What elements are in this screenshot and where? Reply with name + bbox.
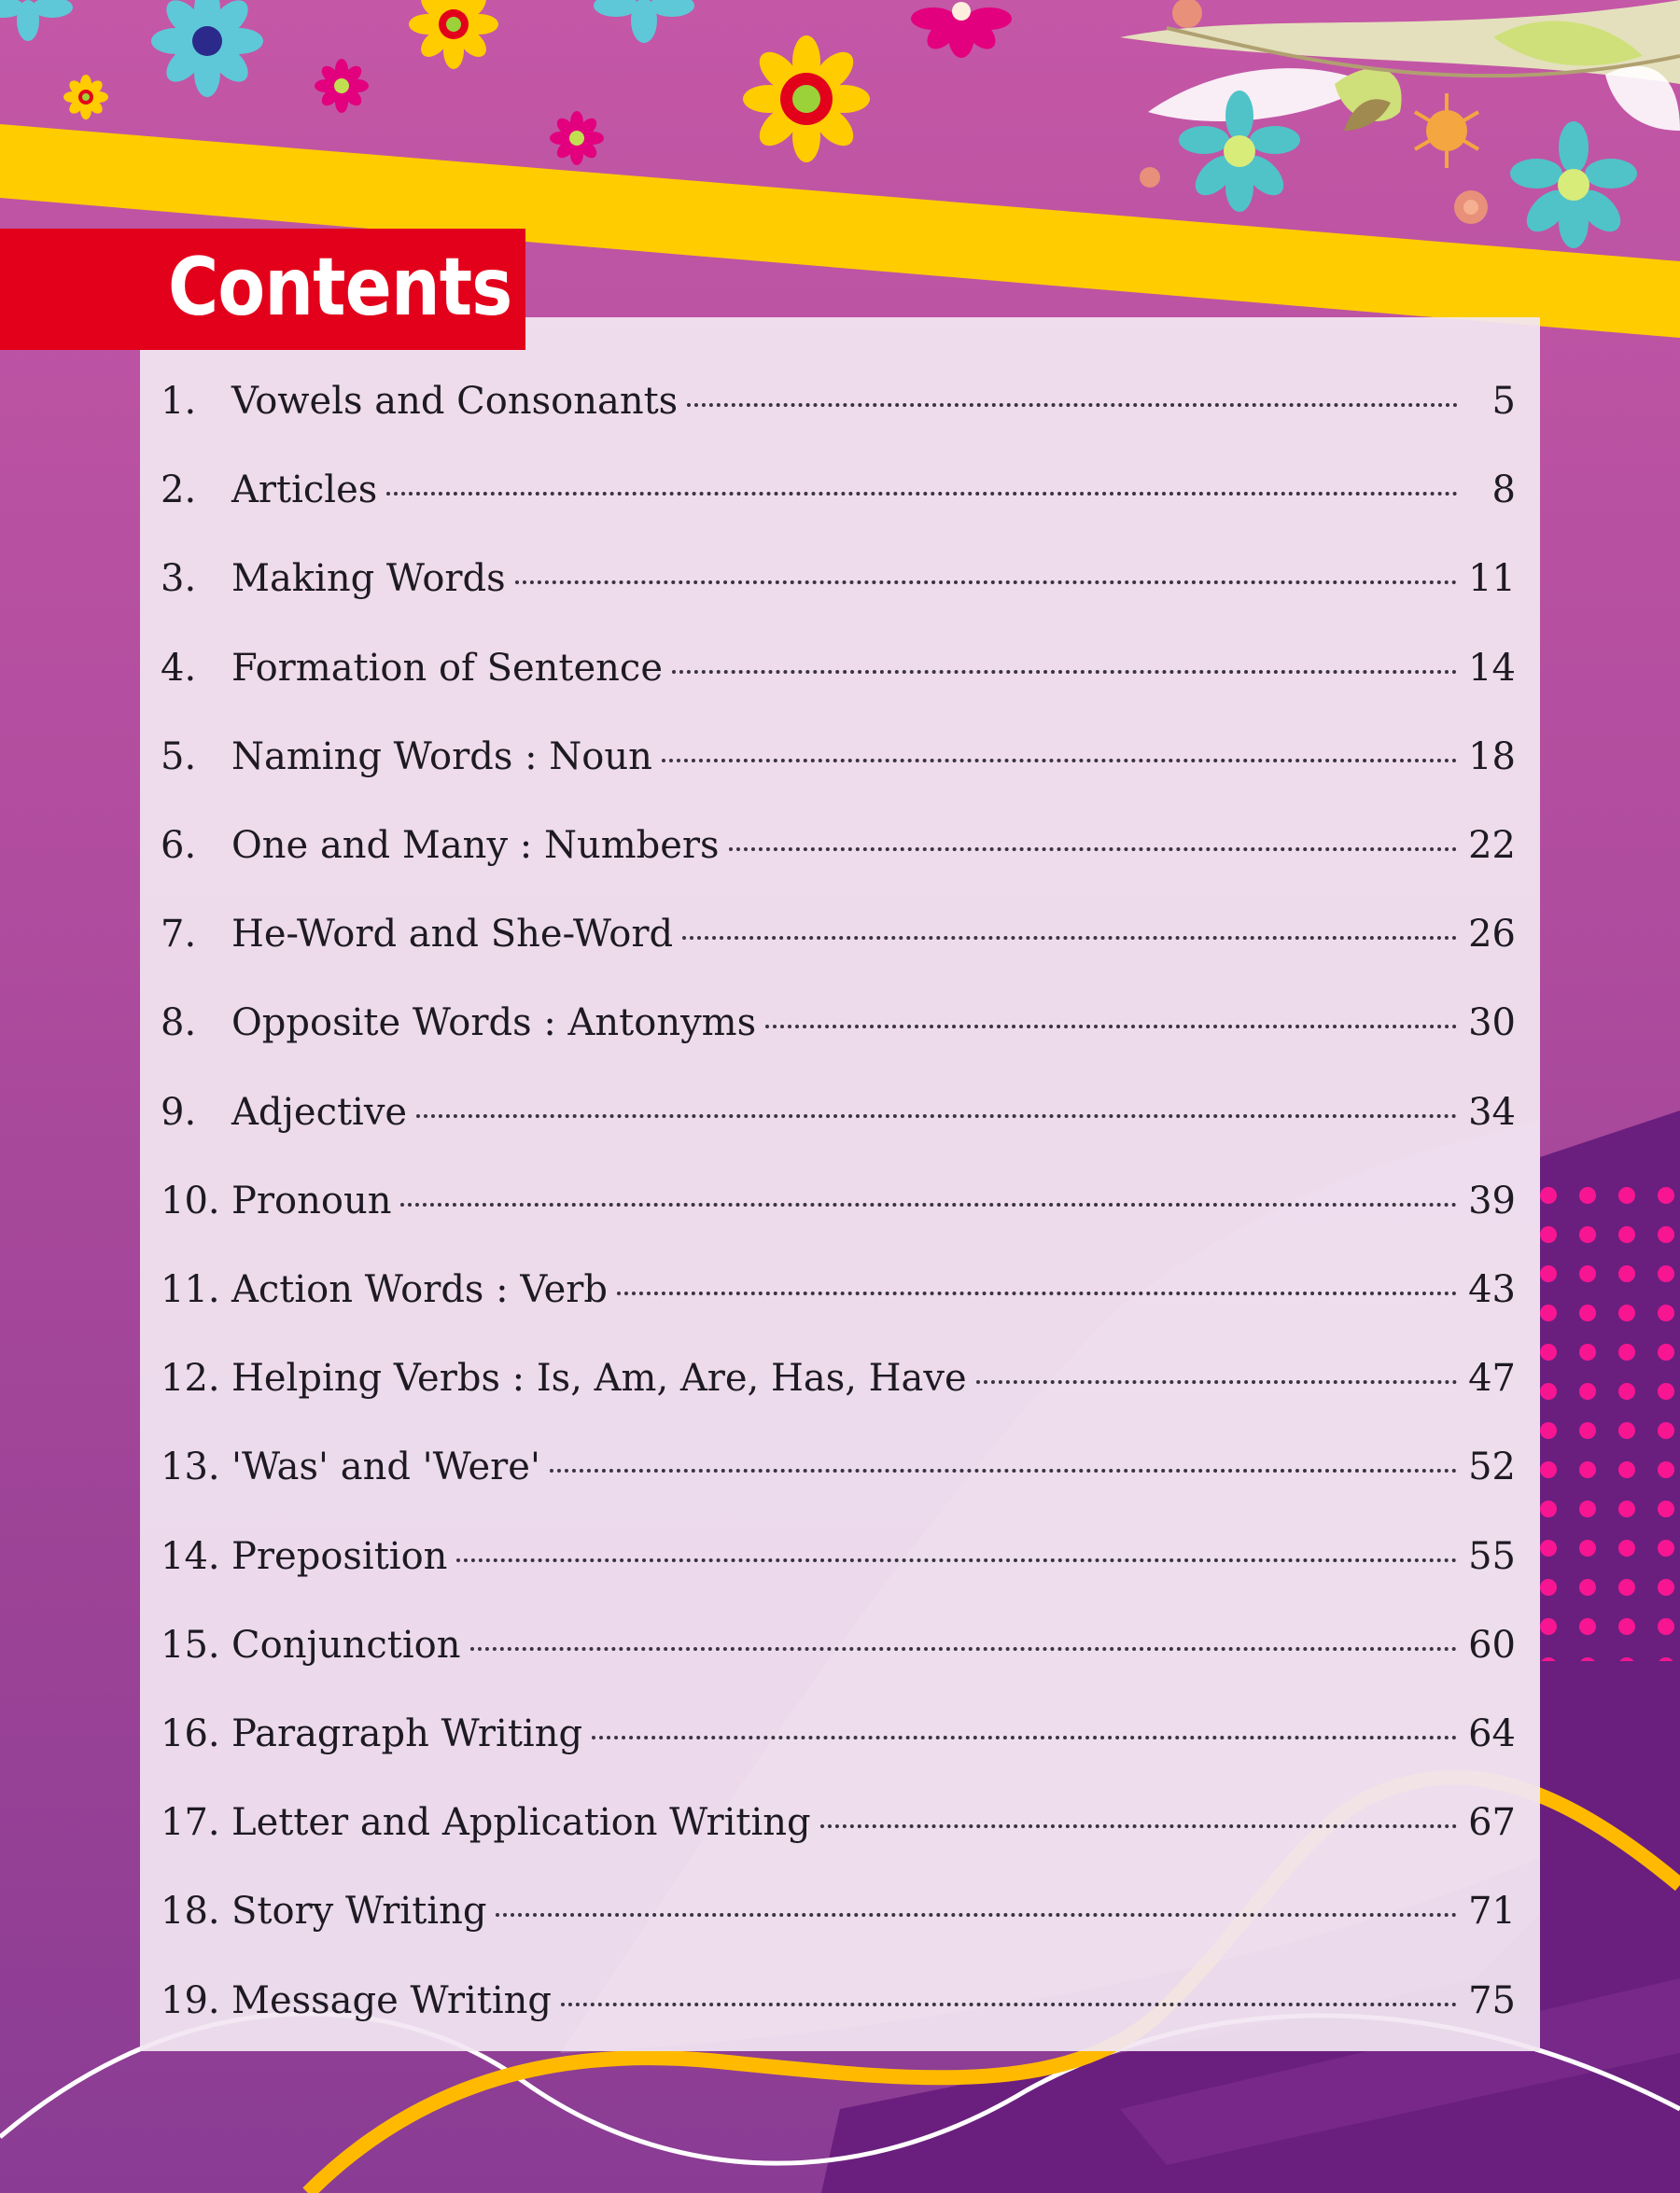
toc-number: 15. [161,1623,220,1667]
toc-number: 13. [161,1446,220,1489]
toc-page-number: 34 [1468,1090,1516,1134]
toc-page-number: 11 [1468,557,1516,601]
toc-row [161,1524,1516,1589]
toc-number: 10. [161,1179,220,1222]
toc-number: 4. [161,646,197,690]
flower-icon [0,0,73,41]
toc-title: Naming Words : Noun [231,734,652,778]
flower-icon [151,0,263,97]
toc-title: Paragraph Writing [231,1712,583,1755]
flower-icon [409,0,498,69]
toc-page-number: 71 [1468,1890,1516,1934]
toc-number: 16. [161,1712,220,1755]
toc-title: 'Was' and 'Were' [231,1446,540,1489]
toc-title: Pronoun [231,1179,392,1222]
toc-title: Story Writing [231,1890,487,1934]
toc-leader-dots [617,1292,1457,1295]
flower-icon [594,0,694,43]
toc-page-number: 5 [1491,380,1516,423]
toc-page-number: 55 [1468,1534,1516,1578]
toc-leader-dots [561,2003,1457,2006]
toc-page-number: 30 [1468,1001,1516,1045]
toc-title: Helping Verbs : Is, Am, Are, Has, Have [231,1357,967,1401]
toc-number: 11. [161,1268,220,1311]
toc-leader-dots [400,1203,1457,1207]
toc-number: 5. [161,734,197,778]
toc-title: Adjective [231,1090,408,1134]
toc-number: 12. [161,1357,220,1401]
toc-leader-dots [550,1469,1457,1473]
toc-row [161,636,1516,701]
toc-leader-dots [729,847,1458,851]
flower-icon [743,35,870,162]
toc-page-number: 43 [1468,1268,1516,1311]
toc-title: Opposite Words : Antonyms [231,1001,757,1045]
toc-number: 6. [161,824,197,867]
toc-title: He-Word and She-Word [231,913,674,957]
toc-number: 14. [161,1534,220,1578]
toc-page-number: 22 [1468,824,1516,867]
toc-page-number: 60 [1468,1623,1516,1667]
toc-leader-dots [672,670,1457,674]
toc-row [161,990,1516,1055]
toc-title: One and Many : Numbers [231,824,720,867]
toc-row [161,1168,1516,1234]
toc-number: 17. [161,1801,220,1845]
toc-title: Preposition [231,1534,448,1578]
toc-row [161,1701,1516,1767]
toc-page-number: 8 [1491,468,1516,512]
toc-row [161,1257,1516,1322]
toc-leader-dots [456,1558,1457,1562]
toc-title: Vowels and Consonants [231,380,679,423]
toc-row [161,1346,1516,1411]
toc-page-number: 75 [1468,1978,1516,2022]
flower-icon [315,59,369,113]
toc-row [161,901,1516,967]
flower-icon [550,111,604,165]
toc-title: Conjunction [231,1623,461,1667]
toc-row [161,546,1516,611]
leaf-icon [1120,0,1680,131]
toc-leader-dots [820,1824,1457,1828]
toc-row [161,369,1516,434]
toc-leader-dots [662,759,1457,762]
toc-number: 2. [161,468,197,512]
toc-row [161,1879,1516,1944]
toc-row [161,1080,1516,1145]
toc-page-number: 52 [1468,1446,1516,1489]
toc-number: 9. [161,1090,197,1134]
flower-icon [63,75,108,119]
flower-icon [1510,121,1637,248]
toc-leader-dots [416,1114,1457,1118]
toc-row [161,724,1516,789]
toc-leader-dots [765,1025,1457,1028]
toc-page-number: 64 [1468,1712,1516,1755]
flower-icon [911,2,1012,58]
toc-page-number: 67 [1468,1801,1516,1845]
toc-number: 8. [161,1001,197,1045]
toc-number: 19. [161,1978,220,2022]
toc-row [161,1434,1516,1500]
toc-number: 3. [161,557,197,601]
toc-leader-dots [386,492,1458,496]
toc-title: Message Writing [231,1978,552,2022]
toc-leader-dots [592,1736,1457,1739]
toc-row [161,457,1516,523]
toc-row [161,1790,1516,1855]
halftone-dots [1540,1176,1680,1661]
toc-number: 1. [161,380,197,423]
toc-page-number: 26 [1468,913,1516,957]
toc-page-number: 14 [1468,646,1516,690]
toc-title: Action Words : Verb [231,1268,608,1311]
toc-row [161,1613,1516,1678]
toc-page-number: 39 [1468,1179,1516,1222]
toc-number: 7. [161,913,197,957]
toc-leader-dots [682,936,1457,940]
toc-row [161,1968,1516,2033]
toc-leader-dots [496,1913,1457,1917]
toc-title: Letter and Application Writing [231,1801,811,1845]
toc-row [161,813,1516,878]
toc-title: Formation of Sentence [231,646,663,690]
flower-icon [1415,93,1478,168]
toc-leader-dots [687,403,1458,407]
toc-title: Articles [231,468,378,512]
toc-page-number: 47 [1468,1357,1516,1401]
toc-page-number: 18 [1468,734,1516,778]
toc-title: Making Words [231,557,506,601]
toc-number: 18. [161,1890,220,1934]
toc-leader-dots [515,580,1457,584]
toc-leader-dots [470,1647,1458,1651]
toc-leader-dots [976,1380,1457,1384]
page-title: Contents [168,241,512,334]
